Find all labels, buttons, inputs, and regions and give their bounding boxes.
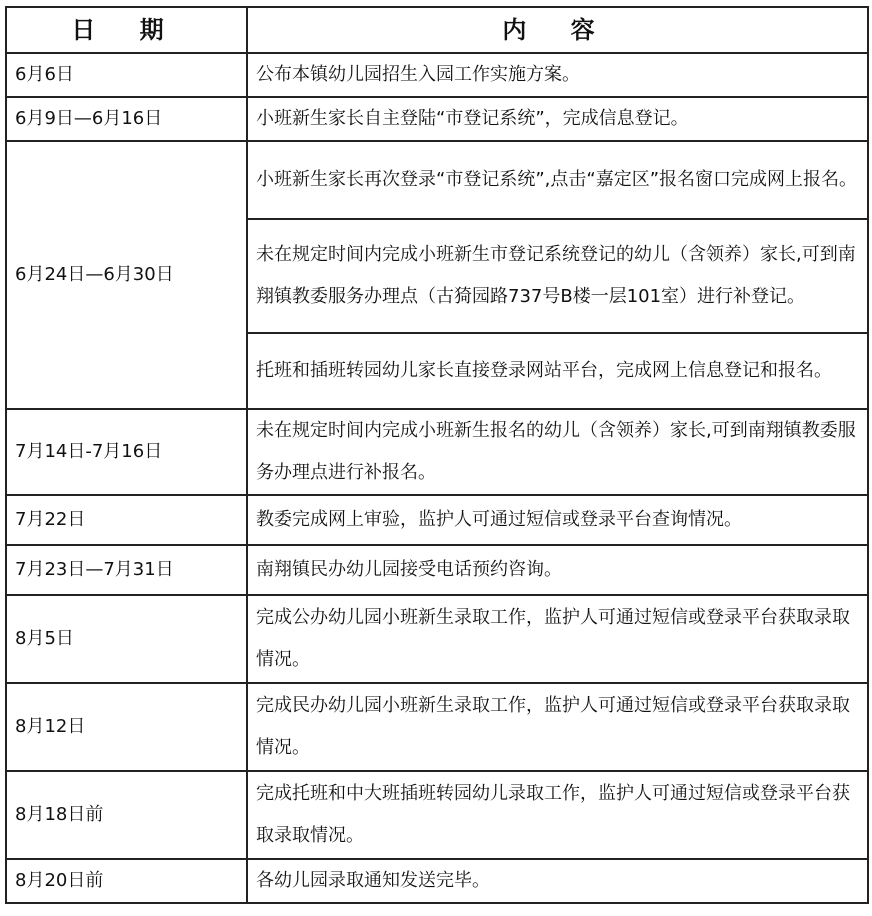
date-cell: 7月14日-7月16日 (6, 409, 247, 495)
date-cell: 8月20日前 (6, 859, 247, 903)
content-cell: 教委完成网上审验，监护人可通过短信或登录平台查询情况。 (247, 495, 868, 545)
date-column-header: 日 期 (6, 7, 247, 53)
date-cell: 8月5日 (6, 595, 247, 683)
date-cell: 6月24日—6月30日 (6, 141, 247, 409)
table-row (6, 683, 868, 771)
date-cell: 6月6日 (6, 53, 247, 97)
table-row (6, 495, 868, 545)
date-cell: 7月23日—7月31日 (6, 545, 247, 595)
content-cell: 公布本镇幼儿园招生入园工作实施方案。 (247, 53, 868, 97)
content-cell: 各幼儿园录取通知发送完毕。 (247, 859, 868, 903)
content-cell: 完成公办幼儿园小班新生录取工作，监护人可通过短信或登录平台获取录取情况。 (247, 595, 868, 683)
content-cell: 小班新生家长自主登陆“市登记系统”，完成信息登记。 (247, 97, 868, 141)
table-row (6, 409, 868, 495)
table-row (6, 771, 868, 859)
table-row (6, 97, 868, 141)
enrollment-schedule-table (5, 6, 869, 904)
content-cell: 完成民办幼儿园小班新生录取工作，监护人可通过短信或登录平台获取录取情况。 (247, 683, 868, 771)
content-cell: 南翔镇民办幼儿园接受电话预约咨询。 (247, 545, 868, 595)
date-cell: 8月18日前 (6, 771, 247, 859)
content-cell: 未在规定时间内完成小班新生报名的幼儿（含领养）家长,可到南翔镇教委服务办理点进行补报名。 (247, 409, 868, 495)
table-row (6, 53, 868, 97)
content-cell: 小班新生家长再次登录“市登记系统”,点击“嘉定区”报名窗口完成网上报名。 (247, 141, 868, 219)
table-row (6, 595, 868, 683)
content-cell: 托班和插班转园幼儿家长直接登录网站平台，完成网上信息登记和报名。 (247, 333, 868, 409)
date-cell: 8月12日 (6, 683, 247, 771)
date-cell: 7月22日 (6, 495, 247, 545)
content-cell: 完成托班和中大班插班转园幼儿录取工作，监护人可通过短信或登录平台获取录取情况。 (247, 771, 868, 859)
date-cell: 6月9日—6月16日 (6, 97, 247, 141)
content-cell: 未在规定时间内完成小班新生市登记系统登记的幼儿（含领养）家长,可到南翔镇教委服务办理点（古猗园路737号B楼一层101室）进行补登记。 (247, 219, 868, 333)
table-row (6, 859, 868, 903)
table-row (6, 545, 868, 595)
table-header-row (6, 7, 868, 53)
content-column-header: 内 容 (247, 7, 868, 53)
table-row (6, 141, 868, 219)
